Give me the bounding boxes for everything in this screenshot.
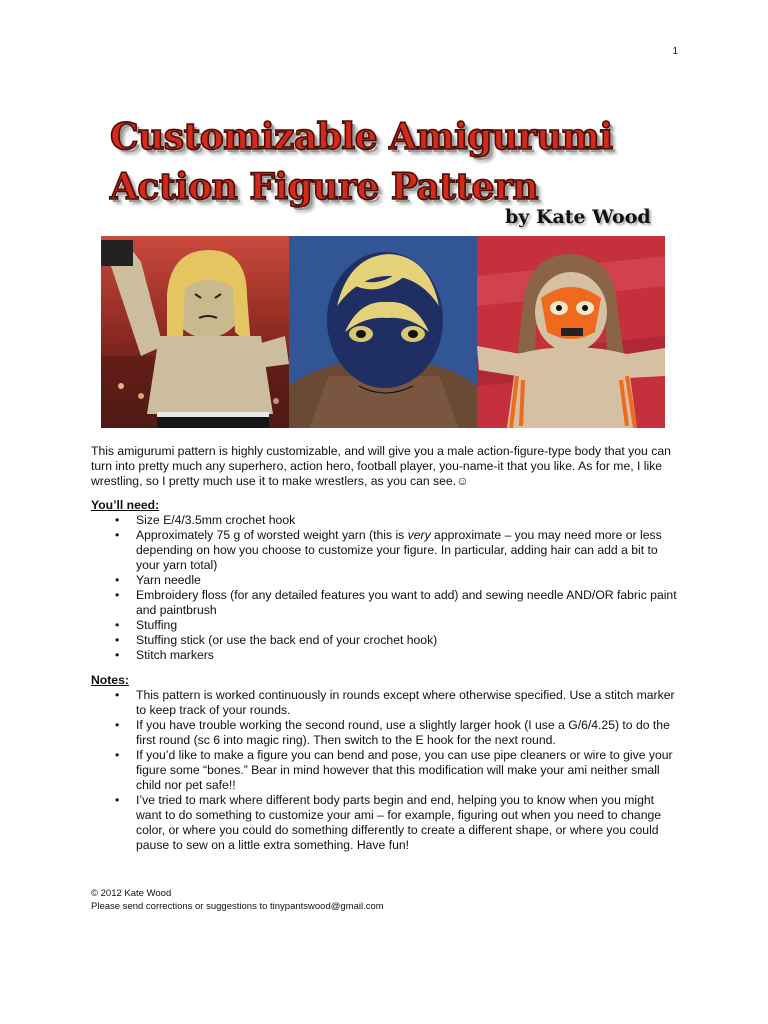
photo-strip [101, 236, 665, 428]
list-item: • Yarn needle [91, 573, 681, 588]
list-item: • Embroidery floss (for any detailed features you want to add) and sewing needle AND/OR fabric paint and paintbrush [91, 588, 681, 618]
intro-paragraph: This amigurumi pattern is highly customizable, and will give you a male action-figure-type body that you can turn into pretty much any superhero, action hero, football player, you-name-it that you like. As for me, I like wrestling, so I pretty much use it to make wrestlers, as you can see.☺ [91, 444, 671, 488]
needs-list [91, 513, 681, 663]
list-item: • Size E/4/3.5mm crochet hook [91, 513, 681, 528]
photo-masked-wrestler [289, 236, 477, 428]
list-item: • Stitch markers [91, 648, 681, 663]
content [91, 444, 681, 863]
list-item: • Stuffing stick (or use the back end of your crochet hook) [91, 633, 681, 648]
copyright: © 2012 Kate Wood [91, 888, 172, 899]
emphasis-text: very [407, 528, 431, 542]
list-item: • Stuffing [91, 618, 681, 633]
footer [91, 887, 384, 913]
photo-facepaint-wrestler [477, 236, 665, 428]
list-item-text: Approximately 75 g of worsted weight yarn (this is [136, 528, 408, 542]
title-block [110, 112, 613, 212]
notes-heading: Notes: [91, 673, 129, 687]
page-number: 1 [672, 46, 678, 57]
list-item: • I’ve tried to mark where different body parts begin and end, helping you to know when you might want to do something to customize your ami – for example, figuring out when you need to change color, or where you could do something differently to create a different shape, or where you could pause to sew on a little extra something. Have fun! [91, 793, 681, 853]
title-line-2: Action Figure Pattern [110, 166, 539, 208]
list-item [91, 528, 681, 573]
author-byline: by Kate Wood [505, 206, 651, 228]
needs-heading: You’ll need: [91, 498, 160, 512]
notes-list [91, 688, 681, 853]
title-line-1: Customizable Amigurumi [110, 116, 613, 158]
list-item-text: approximate – you may need more or less depending on how you choose to customize your figure. In particular, adding hair can add a bit to your yarn total) [136, 528, 662, 572]
list-item: • This pattern is worked continuously in rounds except where otherwise specified. Use a stitch marker to keep track of your rounds. [91, 688, 681, 718]
list-item: • If you’d like to make a figure you can bend and pose, you can use pipe cleaners or wire to give your figure some “bones.” Bear in mind however that this modification will make your ami neither small child nor pet safe!! [91, 748, 681, 793]
contact-line: Please send corrections or suggestions to tinypantswood@gmail.com [91, 901, 384, 912]
list-item: • If you have trouble working the second round, use a slightly larger hook (I use a G/6/4.25) to do the first round (sc 6 into magic ring). Then switch to the E hook for the next round. [91, 718, 681, 748]
photo-blonde-wrestler [101, 236, 289, 428]
